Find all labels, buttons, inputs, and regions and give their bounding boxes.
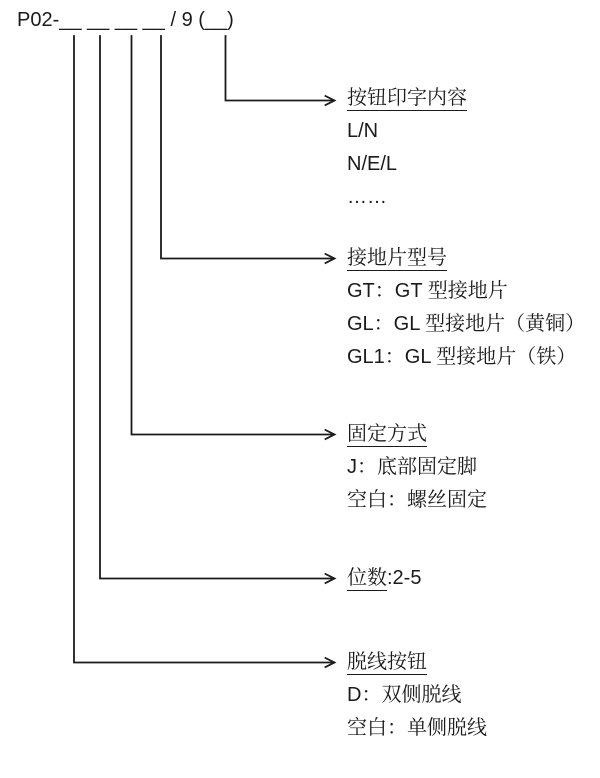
block-item: GL1：GL 型接地片（铁） xyxy=(347,346,577,368)
block-item: …… xyxy=(347,186,387,208)
block-title-suffix: :2-5 xyxy=(387,567,422,589)
arrow-line xyxy=(161,36,334,259)
block-item: D：双侧脱线 xyxy=(347,684,462,706)
label-block-button-print xyxy=(347,82,467,214)
arrow-line xyxy=(226,36,335,101)
block-title: 固定方式 xyxy=(347,423,427,445)
arrow-ground-plate xyxy=(161,36,335,263)
block-title: 接地片型号 xyxy=(347,247,447,269)
arrow-fixing-method xyxy=(132,36,335,439)
block-title: 位数 xyxy=(347,567,387,589)
label-block-ground-plate xyxy=(347,242,585,374)
block-title-row xyxy=(347,646,487,679)
arrow-line xyxy=(74,36,334,663)
block-title: 按钮印字内容 xyxy=(347,87,467,109)
block-item: GT：GT 型接地片 xyxy=(347,280,508,302)
label-block-positions xyxy=(347,562,421,595)
block-title-row xyxy=(347,562,421,595)
block-item: 空白：单侧脱线 xyxy=(347,717,487,739)
block-title-row xyxy=(347,242,585,275)
arrow-trip-button xyxy=(74,36,335,667)
block-title-row xyxy=(347,82,467,115)
model-code-text: P02-__ __ __ __ / 9 (__) xyxy=(17,9,234,31)
label-block-trip-button xyxy=(347,646,487,745)
block-item: J：底部固定脚 xyxy=(347,456,477,478)
block-title: 脱线按钮 xyxy=(347,651,427,673)
block-item: N/E/L xyxy=(347,153,398,175)
block-title-row xyxy=(347,418,487,451)
block-item: 空白：螺丝固定 xyxy=(347,489,487,511)
label-block-fixing-method xyxy=(347,418,487,517)
block-item: L/N xyxy=(347,120,379,142)
block-item: GL：GL 型接地片（黄铜） xyxy=(347,313,586,335)
arrow-line xyxy=(100,36,334,579)
arrow-positions xyxy=(100,36,335,583)
arrow-button-print xyxy=(226,36,335,105)
